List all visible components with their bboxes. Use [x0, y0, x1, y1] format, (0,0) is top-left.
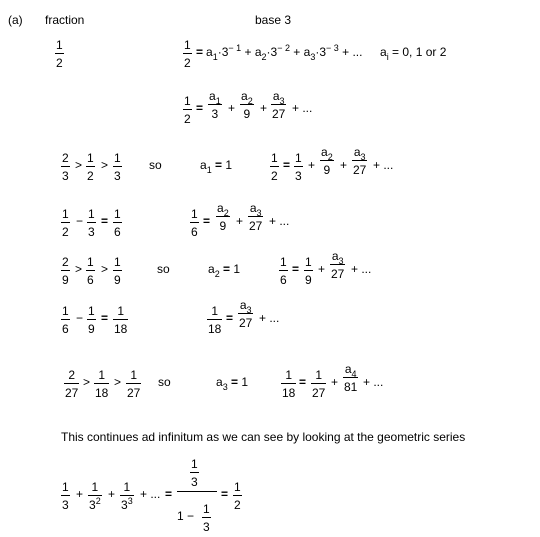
part-label: (a)	[8, 13, 23, 27]
fraction-1-2: 1 2	[56, 38, 63, 70]
digit-condition: $a_i = 0$, 1 or 2	[380, 45, 447, 62]
base3-column-heading: base 3	[255, 13, 292, 27]
fraction-column-heading: fraction	[45, 13, 85, 27]
closing-sentence: This continues ad infinitum as we can see by looking at the geometric series	[61, 430, 466, 444]
